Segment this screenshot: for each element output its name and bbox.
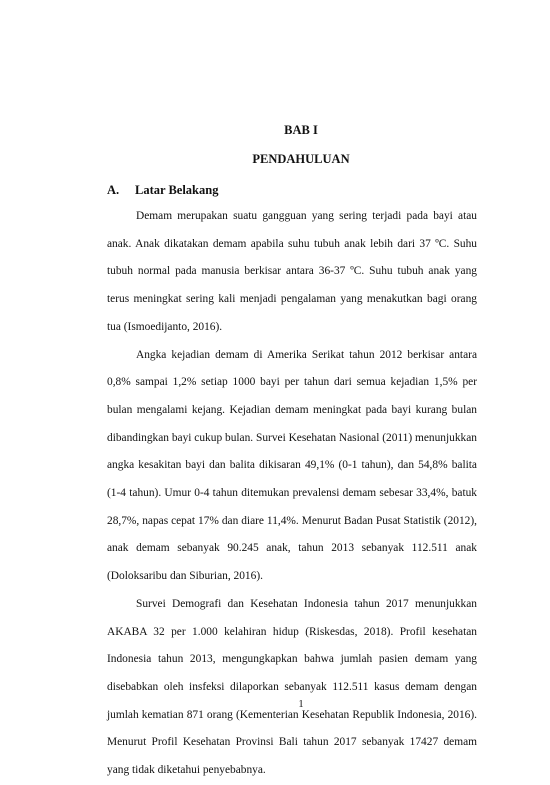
page-number: 1 bbox=[298, 699, 304, 710]
paragraph: Survei Demografi dan Kesehatan Indonesia tahun 2017 menunjukkan AKABA 32 per 1.000 kelahiran hidup (Riskesdas, 2018). Profil kesehatan Indonesia tahun 2013, mengungkapkan bahwa jumlah pasien demam yang disebabkan oleh insfeksi dilaporkan sebanyak 112.511 kasus demam dengan jumlah kematian 871 orang (Kementerian Kesehatan Republik Indonesia, 2016). Menurut Profil Kesehatan Provinsi Bali tahun 2017 sebanyak 17427 demam yang tidak diketahui penyebabnya. bbox=[107, 597, 477, 777]
chapter-number: BAB I bbox=[284, 123, 318, 137]
paragraph: Angka kejadian demam di Amerika Serikat tahun 2012 berkisar antara 0,8% sampai 1,2% setiap 1000 bayi per tahun dari semua kejadian 1,5% per bulan mengalami kejang. Kejadian demam meningkat pada bayi kurang bulan dibandingkan bayi cukup bulan. Survei Kesehatan Nasional (2011) menunjukkan angka kesakitan bayi dan balita dikisaran 49,1% (0-1 tahun), dan 54,8% balita (1-4 tahun). Umur 0-4 tahun ditemukan prevalensi demam sebesar 33,4%, batuk 28,7%, napas cepat 17% dan diare 11,4%. Menurut Badan Pusat Statistik (2012), anak demam sebanyak 90.245 anak, tahun 2013 sebanyak 112.511 anak (Doloksaribu dan Siburian, 2016). bbox=[107, 348, 478, 583]
section-heading bbox=[107, 182, 218, 198]
section-title: Latar Belakang bbox=[135, 183, 219, 197]
chapter-title: PENDAHULUAN bbox=[252, 152, 350, 166]
section-letter: A. bbox=[107, 183, 120, 197]
paragraph: Demam merupakan suatu gangguan yang sering terjadi pada bayi atau anak. Anak dikatakan demam apabila suhu tubuh anak lebih dari 37 ºC. Suhu tubuh normal pada manusia berkisar antara 36-37 ºC. Suhu tubuh anak yang terus meningkat sering kali menjadi pengalaman yang menakutkan bagi orang tua (Ismoedijanto, 2016). bbox=[107, 210, 477, 333]
